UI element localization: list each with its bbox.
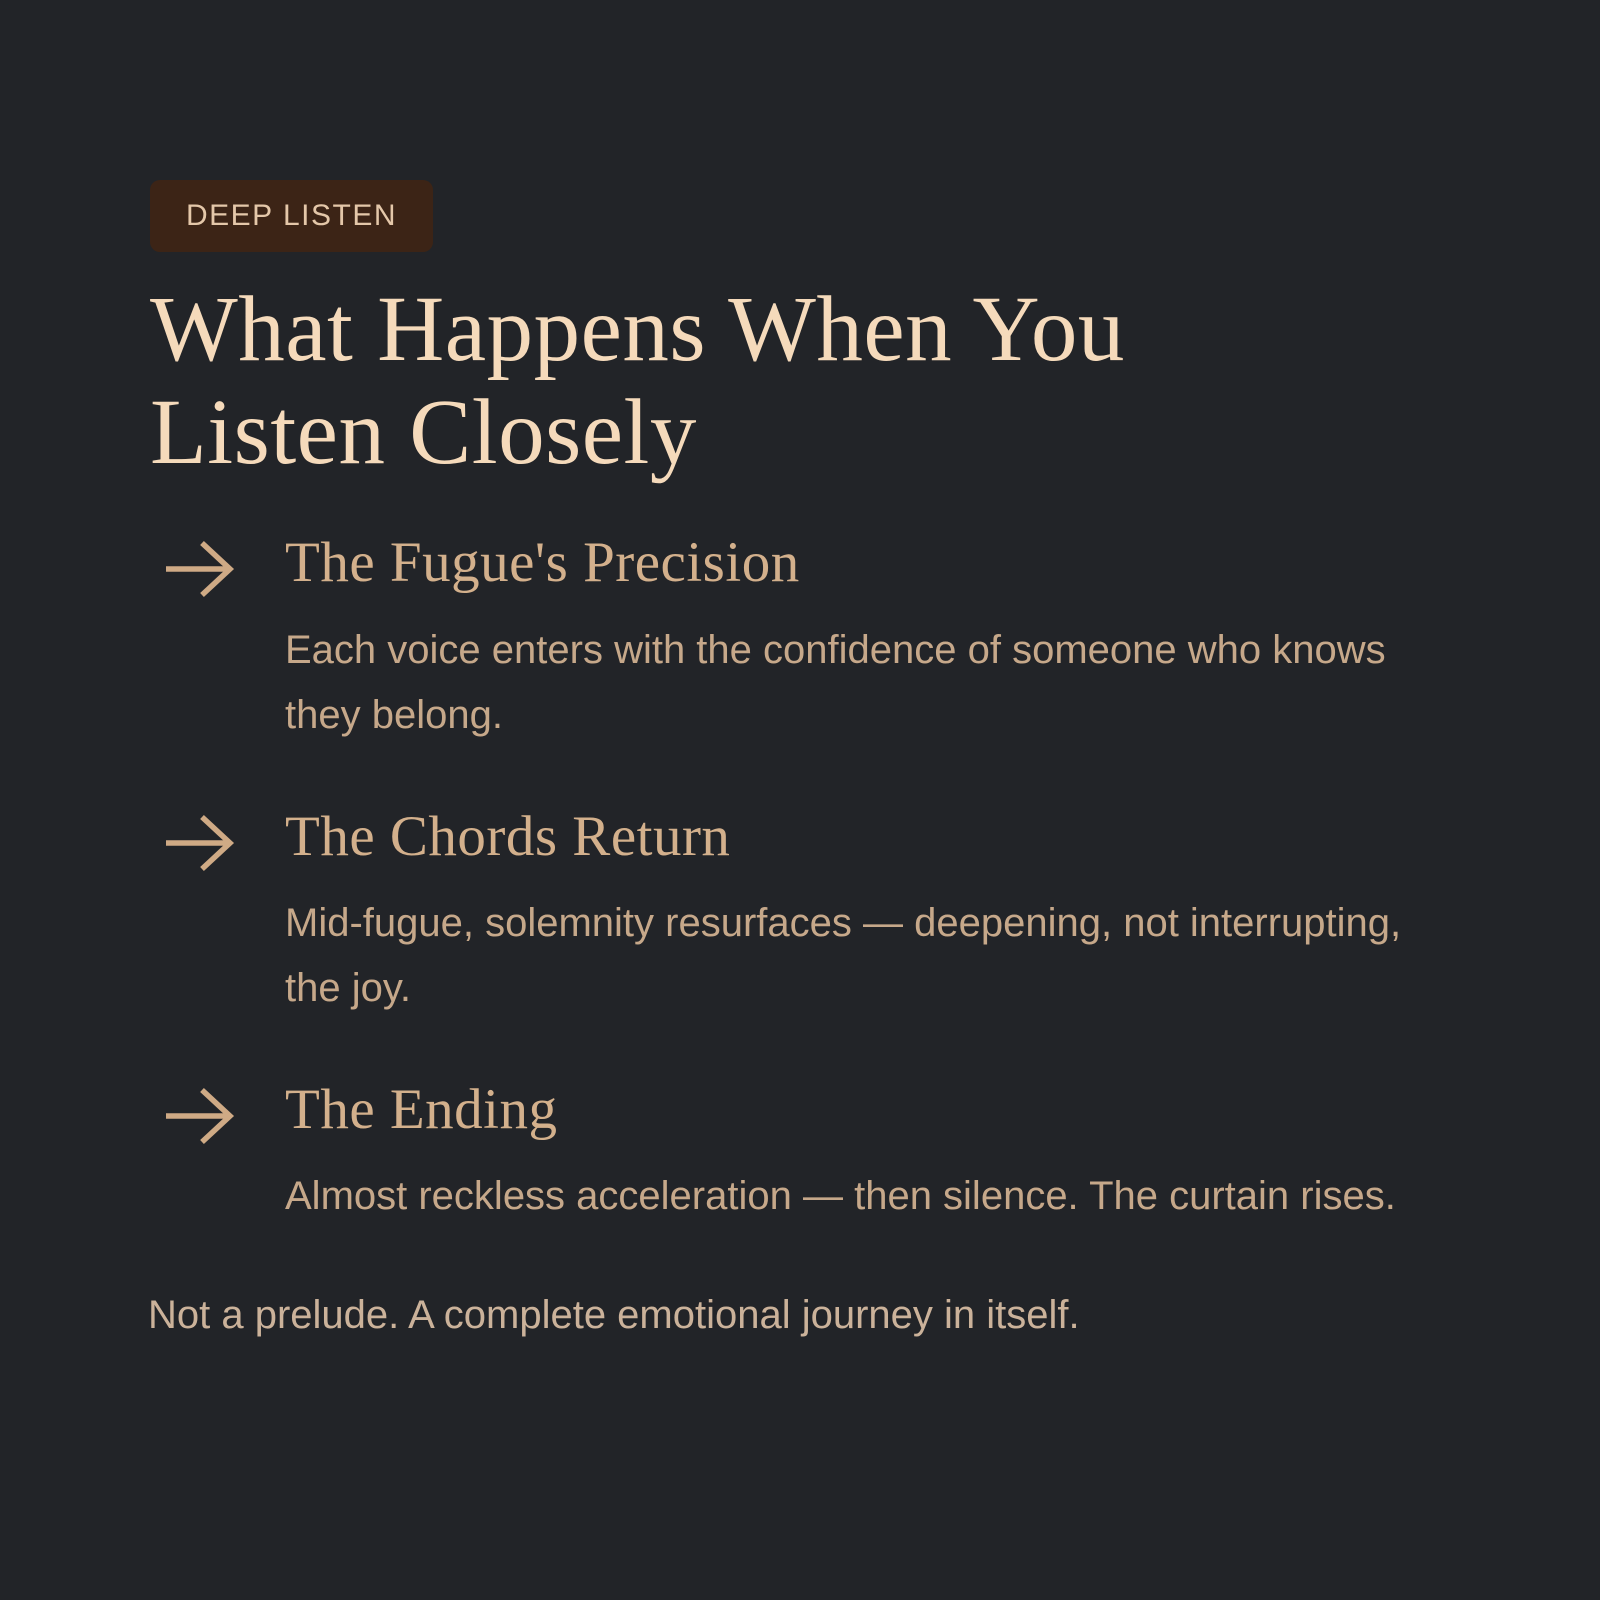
list-item-title: The Ending — [285, 1077, 558, 1141]
list-item-body: Mid-fugue, solemnity resurfaces — deepening, not interrupting, the joy. — [285, 901, 1402, 1010]
list-item-title: The Fugue's Precision — [285, 531, 800, 595]
category-badge: DEEP LISTEN — [150, 180, 433, 252]
arrow-right-icon — [150, 804, 285, 1021]
list-item-content — [285, 1077, 1450, 1229]
list-item-content — [285, 804, 1450, 1021]
page-title: What Happens When You Listen Closely — [150, 278, 1125, 485]
list-item-body: Each voice enters with the confidence of someone who knows they belong. — [285, 627, 1386, 737]
list-item — [150, 804, 1450, 1021]
list-item — [150, 1077, 1450, 1229]
list-item — [150, 530, 1450, 747]
closing-note: Not a prelude. A complete emotional journey in itself. — [148, 1293, 1080, 1338]
highlights-list — [150, 530, 1450, 1229]
arrow-right-icon — [150, 530, 285, 747]
list-item-title: The Chords Return — [285, 804, 731, 868]
list-item-content — [285, 530, 1450, 747]
arrow-right-icon — [150, 1077, 285, 1229]
list-item-body: Almost reckless acceleration — then silence. The curtain rises. — [285, 1174, 1396, 1219]
